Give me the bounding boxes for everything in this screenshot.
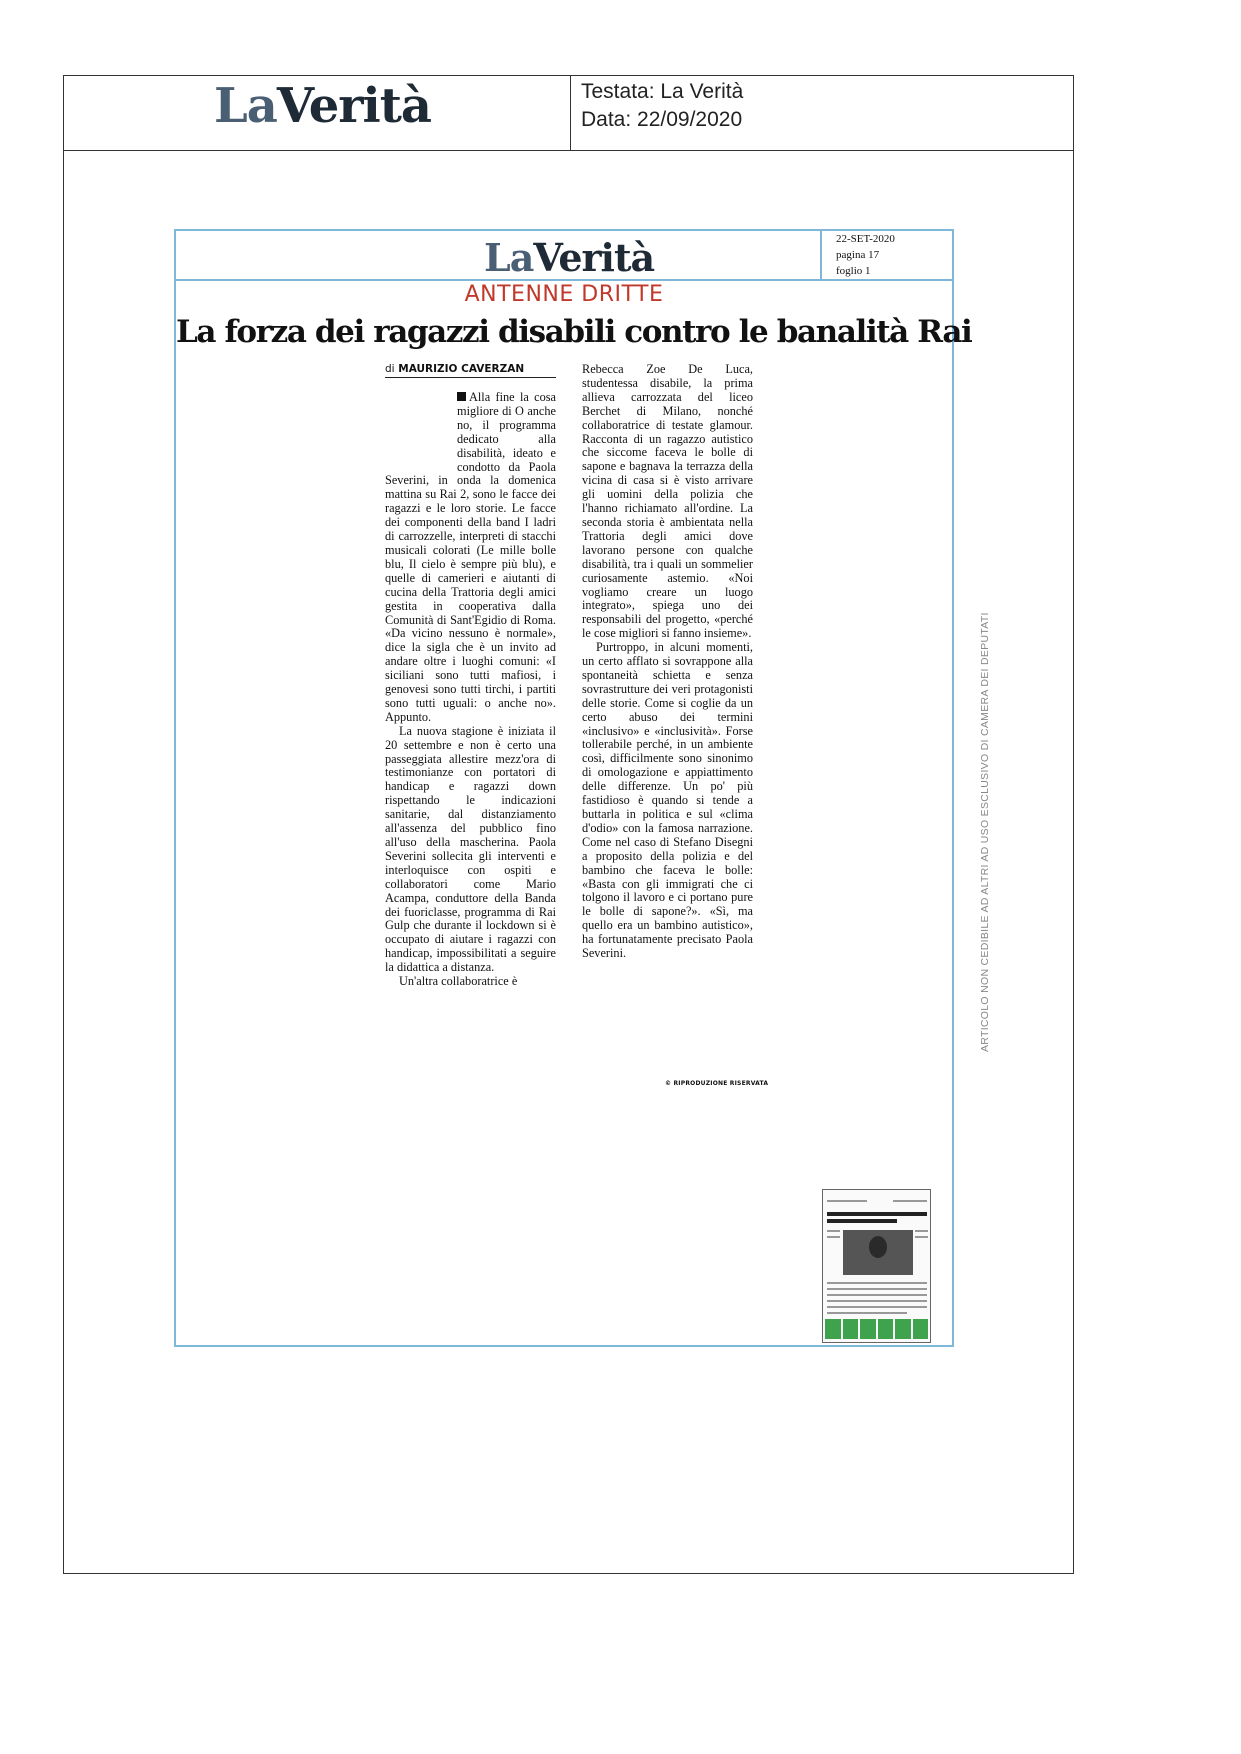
paragraph-text: Alla fine la cosa migliore di O anche no, il programma dedicato alla disabilità, ideato e condotto da Paola Severini, in onda la domenica mattina su Rai 2, sono le facce dei ragazzi e le loro storie. Le facce dei componenti della band I ladri di carrozzelle, interpreti di stacchi musicali colorati (Le mille bolle blu, Il cielo è sempre più blu), e quelle di camerieri e aiutanti di cucina della Trattoria degli amici gestita in cooperativa dalla Comunità di Sant'Egidio di Roma. «Da vicino nessuno è normale», dice la sigla che è un invito ad andare oltre i luoghi comuni: «I siciliani sono tutti mafiosi, i genovesi sono tutti tirchi, i partiti sono tutti uguali: o anche no». Appunto. xyxy=(385,390,556,724)
thumbnail-line xyxy=(915,1236,928,1238)
usage-notice: ARTICOLO NON CEDIBILE AD ALTRI AD USO ESCLUSIVO DI CAMERA DEI DEPUTATI xyxy=(979,612,991,1052)
testata-label: Testata: La Verità xyxy=(581,80,744,103)
thumbnail-line xyxy=(893,1200,927,1202)
clipping-header xyxy=(176,231,952,281)
logo-cell xyxy=(64,76,571,150)
byline xyxy=(385,363,556,378)
article-column-1 xyxy=(385,391,556,989)
paragraph: Rebecca Zoe De Luca, studentessa disabile, la prima allieva carrozzata del liceo Berchet di Milano, nonché collaboratrice di testate glamour. Racconta di un ragazzo autistico che siccome faceva le bolle di sapone e bagnava la terrazza della vicina di casa si è visto arrivare gli uomini della polizia che l'hanno richiamato all'ordine. La seconda storia è ambientata nella Trattoria degli amici dove lavorano persone con qualche disabilità, tra i quali un sommelier curiosamente astemio. «Noi vogliamo creare un luogo integrato», spiega uno dei responsabili del progetto, «perché le cose migliori si fanno insieme». xyxy=(582,362,753,641)
copyright-notice: © RIPRODUZIONE RISERVATA xyxy=(665,1080,769,1087)
clipping-logo-verita: Verità xyxy=(533,235,655,280)
thumbnail-subhead xyxy=(827,1219,897,1223)
clipping-logo-la: La xyxy=(484,235,534,280)
clipping-sheet: foglio 1 xyxy=(836,265,871,277)
thumbnail-line xyxy=(827,1288,927,1290)
thumbnail-line xyxy=(827,1300,927,1302)
section-title: ANTENNE DRITTE xyxy=(464,282,664,307)
thumbnail-line xyxy=(827,1294,927,1296)
thumbnail-headline xyxy=(827,1212,927,1216)
document-meta xyxy=(581,78,743,134)
thumbnail-line xyxy=(827,1236,840,1238)
document-header xyxy=(64,76,1073,151)
logo-la: La xyxy=(214,78,277,134)
thumbnail-photo xyxy=(843,1230,913,1275)
paragraph: La nuova stagione è iniziata il 20 settembre e non è certo una passeggiata allestire mezz'ora di testimonianze con portatori di handicap e ragazzi down rispettando le indicazioni sanitarie, dal distanziamento all'assenza del pubblico fino all'uso della mascherina. Paola Severini sollecita gli interventi e interloquisce con ospiti e collaboratori come Mario Acampa, conduttore della Banda dei fuoriclasse, programma di Rai Gulp che durante il lockdown si è occupato di aiutare i ragazzi con handicap, impossibilitati a seguire la didattica a distanza. xyxy=(385,723,556,975)
thumbnail-line xyxy=(827,1312,907,1314)
article-clipping xyxy=(174,229,972,1347)
paragraph: Un'altra collaboratrice è xyxy=(399,974,518,989)
thumbnail-line xyxy=(915,1230,928,1232)
byline-author: MAURIZIO CAVERZAN xyxy=(398,363,525,375)
newspaper-logo xyxy=(214,78,431,134)
thumbnail-line xyxy=(827,1200,867,1202)
thumbnail-ad-bar xyxy=(825,1319,928,1339)
clipping-logo xyxy=(484,235,654,280)
column-spacer xyxy=(385,391,457,469)
logo-verita: Verità xyxy=(276,78,432,134)
date-label: Data: 22/09/2020 xyxy=(581,108,743,131)
article-headline: La forza dei ragazzi disabili contro le banalità Rai xyxy=(176,314,972,350)
thumbnail-line xyxy=(827,1282,927,1284)
byline-prefix: di xyxy=(385,363,395,375)
paragraph: Purtroppo, in alcuni momenti, un certo afflato si sovrappone alla spontaneità schietta e senza sovrastrutture dei veri protagonisti delle storie. Come si coglie da un certo abuso dei termini «inclusivo» e «inclusività». Forse tollerabile perché, in un ambiente così, difficilmente sono sinonimo di omologazione e appiattimento delle differenze. Un po' più fastidioso è quando si tende a buttarla in politica e sul «clima d'odio» con la famosa narrazione. Come nel caso di Stefano Disegni a proposito della polizia e del bambino che faceva le bolle: «Basta con gli immigrati che ci tolgono il lavoro e ci portano pure le bolle di sapone?». «Sì, ma quello era un bambino autistico», ha fortunatamente precisato Paola Severini. xyxy=(582,640,753,961)
thumbnail-line xyxy=(827,1306,927,1308)
paragraph-marker-icon xyxy=(457,392,466,401)
page-thumbnail xyxy=(822,1189,931,1343)
clipping-page: pagina 17 xyxy=(836,249,880,261)
article-column-2 xyxy=(582,363,753,961)
clipping-date: 22-SET-2020 xyxy=(836,233,895,245)
clipping-info xyxy=(820,231,954,279)
thumbnail-line xyxy=(827,1230,840,1232)
